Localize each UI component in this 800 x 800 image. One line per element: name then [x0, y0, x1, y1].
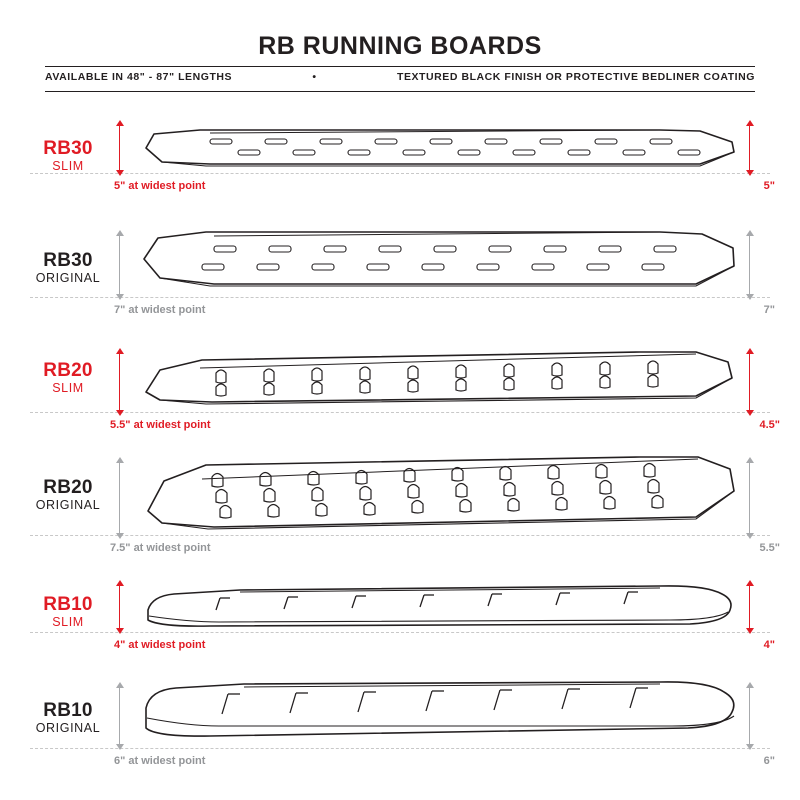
- product-label-rb20-slim: [24, 360, 112, 396]
- height-label-rb10-original: 6": [763, 755, 775, 767]
- arrow-cap-down: [116, 410, 124, 416]
- model-name: RB10: [43, 700, 93, 721]
- height-arrow-left-rb10-slim: [119, 586, 120, 628]
- arrow-cap-down: [116, 294, 124, 300]
- height-arrow-right-rb20-slim: [749, 354, 750, 410]
- board-illustration-rb10-original: [140, 678, 740, 750]
- arrow-cap-up: [746, 457, 754, 463]
- widest-point-label-rb20-original: 7.5" at widest point: [110, 542, 211, 554]
- subtitle-lengths: AVAILABLE IN 48" - 87" LENGTHS: [45, 71, 233, 83]
- arrow-cap-up: [746, 120, 754, 126]
- height-label-rb20-original: 5.5": [759, 542, 780, 554]
- height-arrow-left-rb10-original: [119, 688, 120, 744]
- height-label-rb30-original: 7": [763, 304, 775, 316]
- model-variant: ORIGINAL: [35, 498, 101, 512]
- height-arrow-left-rb20-original: [119, 463, 120, 533]
- arrow-cap-up: [116, 348, 124, 354]
- height-arrow-right-rb30-original: [749, 236, 750, 294]
- height-arrow-left-rb20-slim: [119, 354, 120, 410]
- page-title: RB RUNNING BOARDS: [258, 32, 542, 60]
- header-rule-top: [45, 66, 755, 67]
- widest-point-label-rb10-slim: 4" at widest point: [114, 639, 206, 651]
- arrow-cap-down: [116, 628, 124, 634]
- model-variant: ORIGINAL: [35, 721, 101, 735]
- board-illustration-rb30-original: [140, 224, 740, 304]
- widest-point-label-rb30-slim: 5" at widest point: [114, 180, 206, 192]
- arrow-cap-down: [746, 533, 754, 539]
- model-variant: SLIM: [52, 615, 84, 629]
- board-illustration-rb10-slim: [140, 578, 740, 640]
- product-label-rb20-original: [24, 477, 112, 513]
- baseline-rb30-original: [30, 297, 770, 298]
- widest-point-label-rb20-slim: 5.5" at widest point: [110, 419, 211, 431]
- header: [0, 0, 800, 83]
- board-illustration-rb20-original: [140, 447, 740, 543]
- arrow-cap-down: [116, 170, 124, 176]
- baseline-rb30-slim: [30, 173, 770, 174]
- product-row-rb30-slim: [0, 110, 800, 220]
- height-arrow-right-rb30-slim: [749, 126, 750, 170]
- arrow-cap-up: [746, 230, 754, 236]
- product-label-rb30-slim: [24, 138, 112, 174]
- subtitle-separator-dot: •: [312, 71, 317, 83]
- arrow-cap-down: [746, 628, 754, 634]
- product-label-rb10-slim: [24, 594, 112, 630]
- model-name: RB30: [43, 138, 93, 159]
- arrow-cap-down: [116, 744, 124, 750]
- height-label-rb20-slim: 4.5": [759, 419, 780, 431]
- arrow-cap-up: [746, 682, 754, 688]
- product-row-rb10-slim: [0, 570, 800, 680]
- header-subtitle: [45, 71, 755, 83]
- model-name: RB20: [43, 360, 93, 381]
- baseline-rb10-slim: [30, 632, 770, 633]
- arrow-cap-down: [746, 170, 754, 176]
- product-row-rb10-original: [0, 676, 800, 786]
- arrow-cap-up: [746, 348, 754, 354]
- height-arrow-left-rb30-original: [119, 236, 120, 294]
- model-variant: SLIM: [52, 381, 84, 395]
- arrow-cap-up: [116, 230, 124, 236]
- product-row-rb20-original: [0, 447, 800, 567]
- arrow-cap-up: [116, 120, 124, 126]
- height-arrow-left-rb30-slim: [119, 126, 120, 170]
- arrow-cap-up: [116, 682, 124, 688]
- widest-point-label-rb30-original: 7" at widest point: [114, 304, 206, 316]
- widest-point-label-rb10-original: 6" at widest point: [114, 755, 206, 767]
- model-name: RB10: [43, 594, 93, 615]
- arrow-cap-down: [746, 410, 754, 416]
- model-name: RB30: [43, 250, 93, 271]
- arrow-cap-up: [116, 580, 124, 586]
- baseline-rb10-original: [30, 748, 770, 749]
- height-arrow-right-rb20-original: [749, 463, 750, 533]
- baseline-rb20-slim: [30, 412, 770, 413]
- product-row-rb20-slim: [0, 334, 800, 444]
- board-illustration-rb20-slim: [140, 340, 740, 418]
- arrow-cap-up: [116, 457, 124, 463]
- model-name: RB20: [43, 477, 93, 498]
- height-label-rb30-slim: 5": [763, 180, 775, 192]
- baseline-rb20-original: [30, 535, 770, 536]
- height-label-rb10-slim: 4": [763, 639, 775, 651]
- product-row-rb30-original: [0, 222, 800, 332]
- arrow-cap-down: [116, 533, 124, 539]
- arrow-cap-up: [746, 580, 754, 586]
- model-variant: ORIGINAL: [35, 271, 101, 285]
- board-illustration-rb30-slim: [140, 120, 740, 180]
- product-label-rb30-original: [24, 250, 112, 286]
- model-variant: SLIM: [52, 159, 84, 173]
- product-label-rb10-original: [24, 700, 112, 736]
- subtitle-finish: TEXTURED BLACK FINISH OR PROTECTIVE BEDLINER COATING: [396, 71, 755, 83]
- arrow-cap-down: [746, 744, 754, 750]
- height-arrow-right-rb10-original: [749, 688, 750, 744]
- height-arrow-right-rb10-slim: [749, 586, 750, 628]
- header-rule-bottom: [45, 91, 755, 92]
- arrow-cap-down: [746, 294, 754, 300]
